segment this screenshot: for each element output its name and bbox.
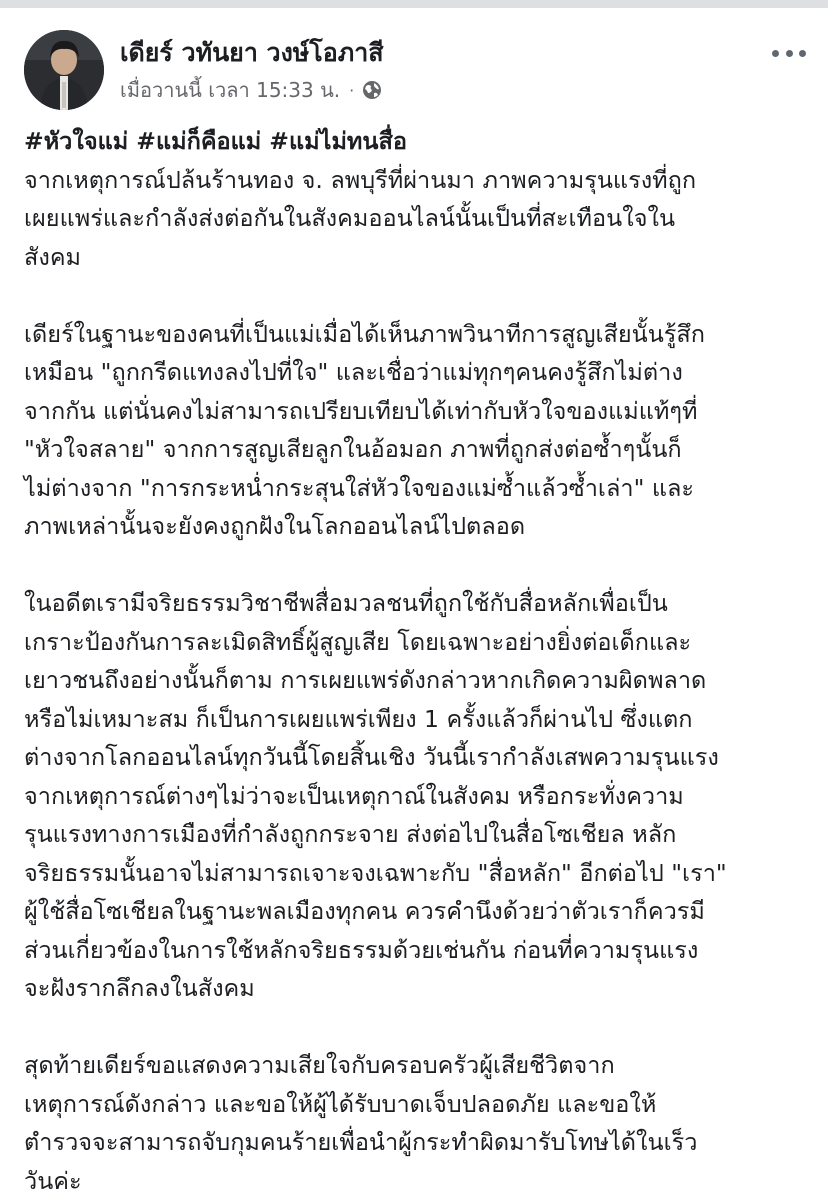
- top-divider: [0, 0, 828, 8]
- text-line: ไม่ต่างจาก "การกระหน่ำกระสุนใส่หัวใจของแม่ซ้ำแล้วซ้ำเล่า" และ: [24, 473, 695, 502]
- text-line: รุนแรงทางการเมืองที่กำลังถูกกระจาย ส่งต่อไปในสื่อโซเชียล หลัก: [24, 820, 677, 848]
- more-options-button[interactable]: [772, 42, 806, 64]
- post-body: [24, 122, 814, 1200]
- post-header: [0, 8, 828, 118]
- text-line: สุดท้ายเดียร์ขอแสดงความเสียใจกับครอบครัวผู้เสียชีวิตจาก: [24, 1051, 615, 1079]
- text-line: เหตุการณ์ดังกล่าว และขอให้ผู้ได้รับบาดเจ็บปลอดภัย และขอให้: [24, 1089, 657, 1118]
- text-line: "หัวใจสลาย" จากการสูญเสียลูกในอ้อมอก ภาพที่ถูกส่งต่อซ้ำๆนั้นก็: [24, 435, 682, 463]
- avatar-photo: [24, 30, 104, 110]
- paragraph-gap: [24, 276, 814, 315]
- text-line: วันค่ะ: [24, 1166, 82, 1195]
- hashtag-row: [24, 122, 814, 161]
- text-line: ผู้ใช้สื่อโซเชียลในฐานะพลเมืองทุกคน ควรคำนึงด้วยว่าตัวเราก็ควรมี: [24, 897, 705, 925]
- paragraph: [24, 161, 814, 277]
- more-options-icon: [772, 50, 779, 57]
- text-line: เยาวชนถึงอย่างนั้นก็ตาม การเผยแพร่ดังกล่าวหากเกิดความผิดพลาด: [24, 666, 707, 694]
- paragraph-gap: [24, 1008, 814, 1047]
- paragraph: [24, 1046, 814, 1200]
- hashtag-link[interactable]: #หัวใจแม่: [24, 127, 129, 155]
- paragraph: [24, 315, 814, 546]
- text-line: จากกัน แต่นั่นคงไม่สามารถเปรียบเทียบได้เท่ากับหัวใจของแม่แท้ๆที่: [24, 396, 698, 425]
- post-meta: [120, 78, 382, 102]
- hashtag-link[interactable]: #แม่ไม่ทนสื่อ: [269, 127, 407, 155]
- text-line: ส่วนเกี่ยวข้องในการใช้หลักจริยธรรมด้วยเช่นกัน ก่อนที่ความรุนแรง: [24, 935, 699, 964]
- text-line: จริยธรรมนั้นอาจไม่สามารถเจาะจงเฉพาะกับ "สื่อหลัก" อีกต่อไป "เรา": [24, 858, 727, 887]
- meta-separator: ·: [349, 80, 355, 100]
- text-line: ภาพเหล่านั้นจะยังคงถูกฝังในโลกออนไลน์ไปตลอด: [24, 512, 526, 540]
- more-options-icon: [786, 50, 793, 57]
- text-line: จากเหตุการณ์ปล้นร้านทอง จ. ลพบุรีที่ผ่านมา ภาพความรุนแรงที่ถูก: [24, 165, 697, 194]
- hashtag-link[interactable]: #แม่ก็คือแม่: [136, 127, 262, 155]
- text-line: จากเหตุการณ์ต่างๆไม่ว่าจะเป็นเหตุกาณ์ในสังคม หรือกระทั่งความ: [24, 781, 684, 810]
- text-line: สังคม: [24, 242, 82, 271]
- text-line: จะฝังรากลึกลงในสังคม: [24, 974, 255, 1002]
- post-timestamp[interactable]: เมื่อวานนี้ เวลา 15:33 น.: [120, 78, 341, 102]
- text-line: เผยแพร่และกำลังส่งต่อกันในสังคมออนไลน์นั้นเป็นที่สะเทือนใจใน: [24, 204, 676, 232]
- paragraph-gap: [24, 546, 814, 585]
- text-line: เกราะป้องกันการละเมิดสิทธิ์ผู้สูญเสีย โดยเฉพาะอย่างยิ่งต่อเด็กและ: [24, 627, 692, 656]
- text-line: เดียร์ในฐานะของคนที่เป็นแม่เมื่อได้เห็นภาพวินาทีการสูญเสียนั้นรู้สึก: [24, 319, 705, 348]
- author-name[interactable]: เดียร์ วทันยา วงษ์โอภาสี: [120, 38, 384, 67]
- text-line: ต่างจากโลกออนไลน์ทุกวันนี้โดยสิ้นเชิง วันนี้เรากำลังเสพความรุนแรง: [24, 743, 719, 771]
- text-line: หรือไม่เหมาะสม ก็เป็นการเผยแพร่เพียง 1 ครั้งแล้วก็ผ่านไป ซึ่งแตก: [24, 704, 693, 733]
- more-options-icon: [799, 50, 806, 57]
- text-line: ในอดีตเรามีจริยธรรมวิชาชีพสื่อมวลชนที่ถูกใช้กับสื่อหลักเพื่อเป็น: [24, 589, 668, 617]
- paragraph: [24, 584, 814, 1008]
- text-line: ตำรวจจะสามารถจับกุมคนร้ายเพื่อนำผู้กระทำผิดมารับโทษได้ในเร็ว: [24, 1128, 698, 1156]
- globe-icon[interactable]: [362, 80, 382, 100]
- avatar[interactable]: [24, 30, 104, 110]
- text-line: เหมือน "ถูกกรีดแทงลงไปที่ใจ" และเชื่อว่าแม่ทุกๆคนคงรู้สึกไม่ต่าง: [24, 358, 683, 386]
